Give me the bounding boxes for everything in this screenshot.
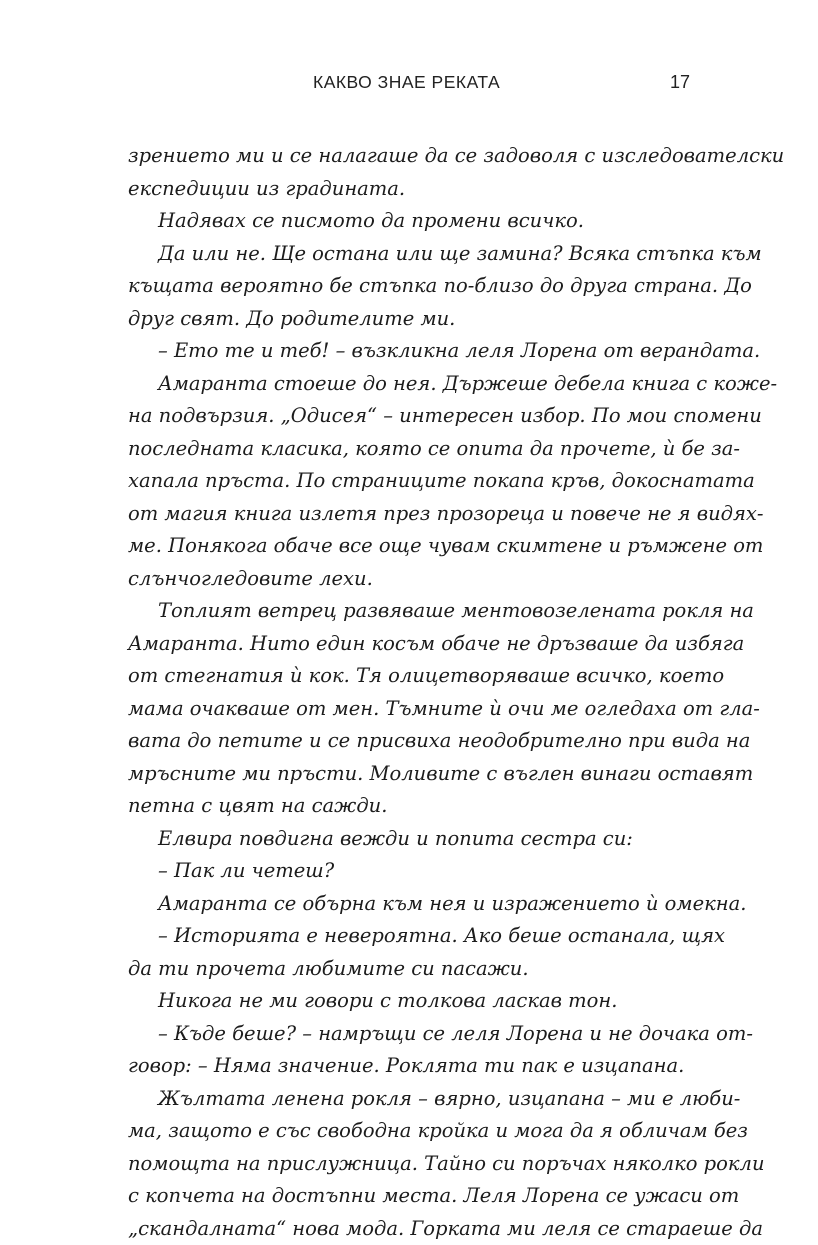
text-line: на подвързия. „Одисея“ – интересен избор. По мои спомени — [128, 400, 692, 433]
text-line: друг свят. До родителите ми. — [128, 303, 692, 336]
text-line: вата до петите и се присвиха неодобрително при вида на — [128, 725, 692, 758]
text-line: слънчогледовите лехи. — [128, 563, 692, 596]
text-line: ма, защото е със свободна кройка и мога да я обличам без — [128, 1115, 692, 1148]
text-line: мама очакваше от мен. Тъмните ѝ очи ме огледаха от гла- — [128, 693, 692, 726]
text-line: хапала пръста. По страниците покапа кръв, докоснатата — [128, 465, 692, 498]
page-number: 17 — [670, 72, 690, 93]
text-line: Топлият ветрец развяваше ментовозелената рокля на — [128, 595, 692, 628]
text-line: къщата вероятно бе стъпка по-близо до друга страна. До — [128, 270, 692, 303]
text-line: Амаранта. Нито един косъм обаче не дръзваше да избяга — [128, 628, 692, 661]
text-line: мръсните ми пръсти. Моливите с въглен винаги оставят — [128, 758, 692, 791]
text-line: помощта на прислужница. Тайно си поръчах няколко рокли — [128, 1148, 692, 1181]
text-line: – Къде беше? – намръщи се леля Лорена и не дочака от- — [128, 1018, 692, 1051]
text-line: с копчета на достъпни места. Леля Лорена се ужаси от — [128, 1180, 692, 1213]
text-line: експедиции из градината. — [128, 173, 692, 206]
text-line: – Ето те и теб! – възкликна леля Лорена от верандата. — [128, 335, 692, 368]
text-line: Никога не ми говори с толкова ласкав тон. — [128, 985, 692, 1018]
running-head — [0, 72, 818, 98]
book-title: КАКВО ЗНАЕ РЕКАТА — [313, 72, 500, 93]
text-line: от магия книга излетя през прозореца и повече не я видях- — [128, 498, 692, 531]
text-line: да ти прочета любимите си пасажи. — [128, 953, 692, 986]
text-line: последната класика, която се опита да прочете, ѝ бе за- — [128, 433, 692, 466]
text-line: от стегнатия ѝ кок. Тя олицетворяваше всичко, което — [128, 660, 692, 693]
text-line: Надявах се писмото да промени всичко. — [128, 205, 692, 238]
text-line: Елвира повдигна вежди и попита сестра си: — [128, 823, 692, 856]
body-text — [128, 140, 692, 1245]
text-line: Амаранта се обърна към нея и изражението ѝ омекна. — [128, 888, 692, 921]
text-line: „скандалната“ нова мода. Горката ми леля се стараеше да — [128, 1213, 692, 1245]
text-line: петна с цвят на сажди. — [128, 790, 692, 823]
text-line: Жълтата ленена рокля – вярно, изцапана – ми е люби- — [128, 1083, 692, 1116]
text-line: зрението ми и се налагаше да се задоволя с изследователски — [128, 140, 692, 173]
text-line: – Пак ли четеш? — [128, 855, 692, 888]
text-line: говор: – Няма значение. Роклята ти пак е изцапана. — [128, 1050, 692, 1083]
text-line: Амаранта стоеше до нея. Държеше дебела книга с коже- — [128, 368, 692, 401]
text-line: ме. Понякога обаче все още чувам скимтене и ръмжене от — [128, 530, 692, 563]
text-line: – Историята е невероятна. Ако беше останала, щях — [128, 920, 692, 953]
text-line: Да или не. Ще остана или ще замина? Всяка стъпка към — [128, 238, 692, 271]
